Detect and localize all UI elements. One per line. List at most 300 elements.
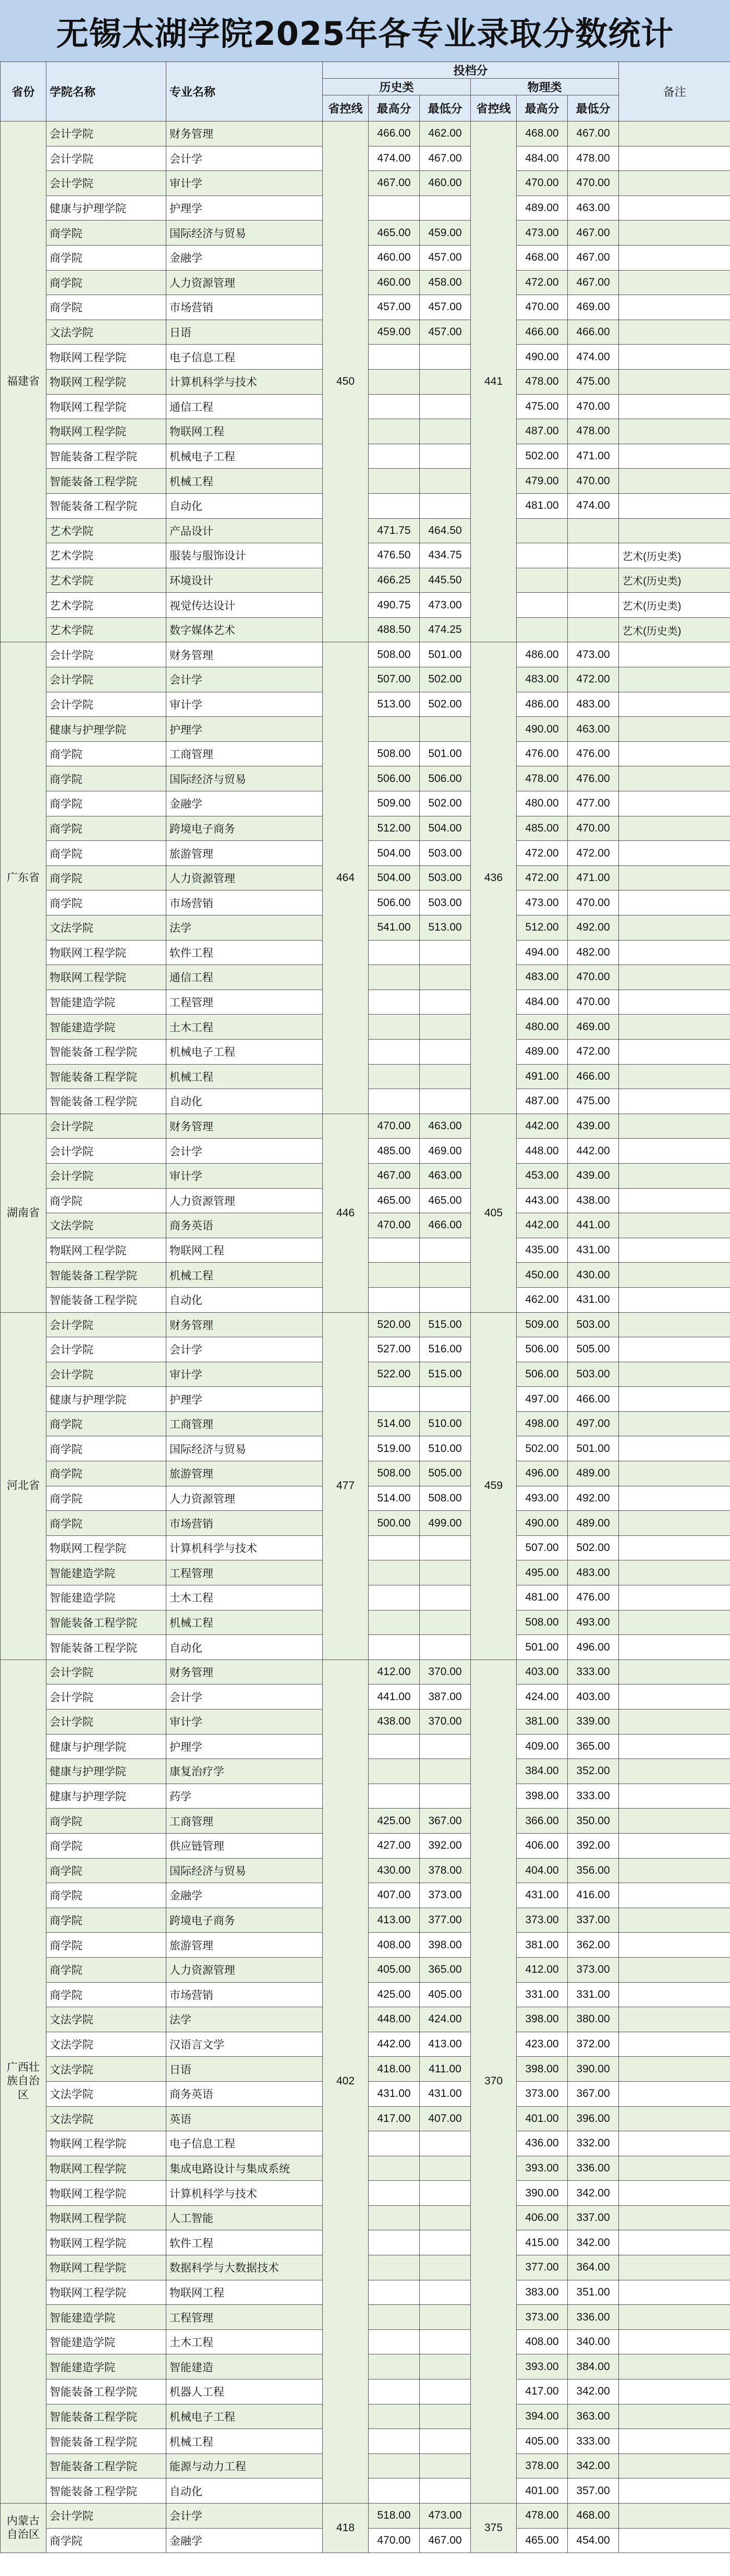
history-min-cell: 398.00 [420, 1933, 471, 1958]
history-min-cell [420, 2156, 471, 2181]
physics-max-cell: 490.00 [517, 717, 568, 742]
history-max-cell: 470.00 [369, 2528, 420, 2553]
history-min-cell [420, 2205, 471, 2230]
note-cell [619, 2280, 730, 2305]
history-max-cell [369, 1610, 420, 1635]
physics-min-cell: 489.00 [568, 1461, 619, 1486]
college-cell: 物联网工程学院 [46, 2156, 166, 2181]
history-max-cell: 465.00 [369, 1188, 420, 1213]
note-cell [619, 1461, 730, 1486]
college-cell: 智能装备工程学院 [46, 1610, 166, 1635]
history-min-cell: 473.00 [420, 2504, 471, 2529]
history-min-cell [420, 196, 471, 221]
physics-max-cell: 480.00 [517, 1015, 568, 1040]
physics-min-cell: 439.00 [568, 1114, 619, 1139]
history-min-cell [420, 2479, 471, 2504]
major-cell: 人工智能 [166, 2205, 323, 2230]
physics-max-cell: 406.00 [517, 1833, 568, 1858]
history-min-cell: 457.00 [420, 295, 471, 320]
college-cell: 商学院 [46, 1809, 166, 1834]
note-cell [619, 1883, 730, 1908]
table-row [1, 121, 730, 146]
history-min-cell [420, 940, 471, 965]
physics-max-cell: 484.00 [517, 146, 568, 171]
history-min-cell: 463.00 [420, 1114, 471, 1139]
history-max-cell: 504.00 [369, 865, 420, 890]
note-cell [619, 642, 730, 667]
physics-min-cell: 467.00 [568, 221, 619, 246]
major-cell: 软件工程 [166, 2230, 323, 2255]
history-min-cell: 413.00 [420, 2032, 471, 2057]
note-cell [619, 692, 730, 717]
history-max-cell: 509.00 [369, 791, 420, 816]
note-cell [619, 2106, 730, 2131]
history-control-line-cell: 477 [323, 1312, 369, 1659]
major-cell: 旅游管理 [166, 1933, 323, 1958]
history-max-cell [369, 1759, 420, 1784]
physics-max-cell: 480.00 [517, 791, 568, 816]
history-max-cell [369, 1585, 420, 1610]
physics-min-cell: 392.00 [568, 1833, 619, 1858]
physics-max-cell: 409.00 [517, 1734, 568, 1759]
history-max-cell: 466.25 [369, 568, 420, 593]
physics-min-cell: 489.00 [568, 1511, 619, 1536]
physics-min-cell: 339.00 [568, 1710, 619, 1735]
major-cell: 法学 [166, 2007, 323, 2032]
college-cell: 艺术学院 [46, 593, 166, 618]
college-cell: 文法学院 [46, 915, 166, 941]
note-cell [619, 2429, 730, 2454]
college-cell: 智能装备工程学院 [46, 1263, 166, 1288]
header-history-control-line: 省控线 [323, 95, 369, 121]
header-college: 学院名称 [46, 62, 166, 121]
physics-min-cell: 342.00 [568, 2453, 619, 2479]
history-min-cell [420, 2230, 471, 2255]
college-cell: 智能装备工程学院 [46, 1287, 166, 1312]
table-row [1, 1312, 730, 1337]
note-cell [619, 394, 730, 419]
physics-max-cell: 450.00 [517, 1263, 568, 1288]
history-max-cell [369, 1064, 420, 1089]
history-control-line-cell: 402 [323, 1659, 369, 2503]
physics-min-cell: 502.00 [568, 1535, 619, 1560]
physics-min-cell: 362.00 [568, 1933, 619, 1958]
major-cell: 会计学 [166, 1684, 323, 1710]
history-min-cell: 459.00 [420, 221, 471, 246]
college-cell: 智能装备工程学院 [46, 2453, 166, 2479]
history-control-line-cell: 450 [323, 121, 369, 642]
history-min-cell: 502.00 [420, 667, 471, 692]
history-max-cell: 431.00 [369, 2081, 420, 2106]
college-cell: 智能装备工程学院 [46, 444, 166, 469]
major-cell: 集成电路设计与集成系统 [166, 2156, 323, 2181]
history-max-cell [369, 394, 420, 419]
history-max-cell [369, 1560, 420, 1585]
history-min-cell: 467.00 [420, 146, 471, 171]
major-cell: 财务管理 [166, 1659, 323, 1684]
physics-max-cell: 331.00 [517, 1982, 568, 2007]
note-cell [619, 1659, 730, 1684]
history-min-cell [420, 1387, 471, 1412]
note-cell [619, 2354, 730, 2379]
physics-min-cell: 431.00 [568, 1287, 619, 1312]
major-cell: 审计学 [166, 1362, 323, 1387]
major-cell: 工商管理 [166, 741, 323, 766]
physics-max-cell: 495.00 [517, 1560, 568, 1585]
province-cell: 广西壮族自治区 [1, 1659, 46, 2503]
major-cell: 审计学 [166, 692, 323, 717]
college-cell: 会计学院 [46, 1139, 166, 1164]
college-cell: 智能装备工程学院 [46, 1089, 166, 1114]
note-cell [619, 1114, 730, 1139]
college-cell: 商学院 [46, 1436, 166, 1461]
college-cell: 商学院 [46, 245, 166, 270]
history-min-cell [420, 2453, 471, 2479]
note-cell [619, 1809, 730, 1834]
history-min-cell [420, 1759, 471, 1784]
history-min-cell: 373.00 [420, 1883, 471, 1908]
major-cell: 自动化 [166, 1635, 323, 1660]
history-min-cell: 377.00 [420, 1908, 471, 1933]
physics-max-cell: 435.00 [517, 1238, 568, 1263]
physics-min-cell [568, 593, 619, 618]
history-min-cell: 473.00 [420, 593, 471, 618]
history-min-cell: 501.00 [420, 642, 471, 667]
note-cell [619, 1362, 730, 1387]
physics-min-cell: 501.00 [568, 1436, 619, 1461]
physics-max-cell: 406.00 [517, 2205, 568, 2230]
physics-max-cell: 468.00 [517, 121, 568, 146]
college-cell: 智能装备工程学院 [46, 493, 166, 518]
history-min-cell: 378.00 [420, 1858, 471, 1883]
physics-max-cell: 468.00 [517, 245, 568, 270]
college-cell: 会计学院 [46, 1684, 166, 1710]
note-cell [619, 816, 730, 841]
history-min-cell [420, 369, 471, 394]
note-cell [619, 2379, 730, 2404]
note-cell [619, 2504, 730, 2529]
physics-min-cell: 473.00 [568, 642, 619, 667]
history-min-cell [420, 2181, 471, 2206]
college-cell: 物联网工程学院 [46, 419, 166, 444]
province-cell: 内蒙古自治区 [1, 2504, 46, 2553]
history-min-cell [420, 2280, 471, 2305]
history-max-cell [369, 2305, 420, 2330]
physics-max-cell: 431.00 [517, 1883, 568, 1908]
college-cell: 物联网工程学院 [46, 965, 166, 990]
physics-min-cell: 482.00 [568, 940, 619, 965]
major-cell: 金融学 [166, 1883, 323, 1908]
history-min-cell: 463.00 [420, 1163, 471, 1188]
header-history-min: 最低分 [420, 95, 471, 121]
history-min-cell [420, 469, 471, 494]
physics-min-cell: 492.00 [568, 915, 619, 941]
history-min-cell: 502.00 [420, 692, 471, 717]
major-cell: 视觉传达设计 [166, 593, 323, 618]
physics-control-line-cell: 459 [471, 1312, 517, 1659]
history-min-cell [420, 2305, 471, 2330]
history-max-cell [369, 2379, 420, 2404]
physics-min-cell: 331.00 [568, 1982, 619, 2007]
history-max-cell: 471.75 [369, 518, 420, 543]
major-cell: 机器人工程 [166, 2379, 323, 2404]
physics-min-cell [568, 543, 619, 568]
major-cell: 机械工程 [166, 1064, 323, 1089]
physics-max-cell: 403.00 [517, 1659, 568, 1684]
note-cell [619, 1238, 730, 1263]
college-cell: 会计学院 [46, 667, 166, 692]
college-cell: 商学院 [46, 741, 166, 766]
college-cell: 文法学院 [46, 2032, 166, 2057]
province-cell: 河北省 [1, 1312, 46, 1659]
history-min-cell [420, 2379, 471, 2404]
note-cell [619, 2329, 730, 2354]
physics-min-cell: 430.00 [568, 1263, 619, 1288]
note-cell [619, 245, 730, 270]
history-min-cell [420, 717, 471, 742]
physics-min-cell: 365.00 [568, 1734, 619, 1759]
note-cell: 艺术(历史类) [619, 617, 730, 642]
history-min-cell [420, 1287, 471, 1312]
college-cell: 文法学院 [46, 320, 166, 345]
physics-max-cell: 486.00 [517, 692, 568, 717]
physics-max-cell: 378.00 [517, 2453, 568, 2479]
history-control-line-cell: 446 [323, 1114, 369, 1312]
physics-min-cell: 342.00 [568, 2230, 619, 2255]
history-min-cell: 434.75 [420, 543, 471, 568]
physics-min-cell: 475.00 [568, 369, 619, 394]
note-cell [619, 1139, 730, 1164]
history-max-cell [369, 1263, 420, 1288]
history-max-cell: 488.50 [369, 617, 420, 642]
page-title: 无锡太湖学院2025年各专业录取分数统计 [0, 0, 730, 62]
physics-min-cell: 503.00 [568, 1312, 619, 1337]
note-cell [619, 1933, 730, 1958]
note-cell [619, 1982, 730, 2007]
physics-min-cell: 477.00 [568, 791, 619, 816]
major-cell: 计算机科学与技术 [166, 2181, 323, 2206]
header-major: 专业名称 [166, 62, 323, 121]
college-cell: 物联网工程学院 [46, 2280, 166, 2305]
college-cell: 健康与护理学院 [46, 1784, 166, 1809]
note-cell [619, 493, 730, 518]
physics-min-cell: 476.00 [568, 766, 619, 791]
history-max-cell: 405.00 [369, 1957, 420, 1982]
physics-max-cell: 442.00 [517, 1114, 568, 1139]
physics-min-cell: 466.00 [568, 1387, 619, 1412]
physics-max-cell: 491.00 [517, 1064, 568, 1089]
major-cell: 人力资源管理 [166, 865, 323, 890]
college-cell: 智能建造学院 [46, 990, 166, 1015]
college-cell: 艺术学院 [46, 617, 166, 642]
major-cell: 国际经济与贸易 [166, 221, 323, 246]
major-cell: 金融学 [166, 245, 323, 270]
history-max-cell: 413.00 [369, 1908, 420, 1933]
note-cell [619, 270, 730, 295]
history-max-cell [369, 717, 420, 742]
history-max-cell [369, 1287, 420, 1312]
history-max-cell: 514.00 [369, 1411, 420, 1436]
history-max-cell: 466.00 [369, 121, 420, 146]
major-cell: 审计学 [166, 171, 323, 196]
history-max-cell: 508.00 [369, 1461, 420, 1486]
college-cell: 商学院 [46, 1957, 166, 1982]
physics-max-cell: 472.00 [517, 865, 568, 890]
major-cell: 国际经济与贸易 [166, 1436, 323, 1461]
history-min-cell: 445.50 [420, 568, 471, 593]
history-min-cell [420, 1734, 471, 1759]
physics-control-line-cell: 370 [471, 1659, 517, 2503]
physics-min-cell: 403.00 [568, 1684, 619, 1710]
physics-max-cell: 508.00 [517, 1610, 568, 1635]
major-cell: 服装与服饰设计 [166, 543, 323, 568]
history-max-cell: 412.00 [369, 1659, 420, 1684]
history-min-cell [420, 1039, 471, 1064]
note-cell [619, 791, 730, 816]
note-cell [619, 1213, 730, 1238]
college-cell: 物联网工程学院 [46, 2181, 166, 2206]
physics-max-cell [517, 593, 568, 618]
history-max-cell: 425.00 [369, 1809, 420, 1834]
physics-min-cell: 466.00 [568, 320, 619, 345]
history-min-cell [420, 394, 471, 419]
history-max-cell [369, 469, 420, 494]
physics-min-cell: 372.00 [568, 2032, 619, 2057]
history-max-cell: 417.00 [369, 2106, 420, 2131]
note-cell [619, 841, 730, 866]
major-cell: 护理学 [166, 1734, 323, 1759]
major-cell: 市场营销 [166, 890, 323, 915]
note-cell [619, 295, 730, 320]
history-max-cell [369, 196, 420, 221]
physics-max-cell: 476.00 [517, 741, 568, 766]
major-cell: 供应链管理 [166, 1833, 323, 1858]
history-max-cell [369, 369, 420, 394]
physics-max-cell: 475.00 [517, 394, 568, 419]
note-cell [619, 2205, 730, 2230]
history-min-cell: 465.00 [420, 1188, 471, 1213]
physics-min-cell: 470.00 [568, 394, 619, 419]
note-cell [619, 2081, 730, 2106]
physics-max-cell [517, 568, 568, 593]
physics-min-cell: 333.00 [568, 2429, 619, 2454]
physics-max-cell: 423.00 [517, 2032, 568, 2057]
history-max-cell: 512.00 [369, 816, 420, 841]
major-cell: 土木工程 [166, 2329, 323, 2354]
admission-score-table [0, 62, 730, 2553]
physics-max-cell: 484.00 [517, 990, 568, 1015]
note-cell [619, 1312, 730, 1337]
physics-control-line-cell: 436 [471, 642, 517, 1114]
note-cell: 艺术(历史类) [619, 593, 730, 618]
physics-min-cell: 438.00 [568, 1188, 619, 1213]
history-max-cell: 508.00 [369, 642, 420, 667]
physics-min-cell [568, 568, 619, 593]
history-max-cell: 527.00 [369, 1337, 420, 1362]
major-cell: 智能建造 [166, 2354, 323, 2379]
physics-max-cell: 394.00 [517, 2404, 568, 2429]
college-cell: 文法学院 [46, 2081, 166, 2106]
note-cell [619, 1486, 730, 1511]
major-cell: 会计学 [166, 146, 323, 171]
physics-max-cell: 381.00 [517, 1933, 568, 1958]
physics-min-cell: 472.00 [568, 841, 619, 866]
history-min-cell: 392.00 [420, 1833, 471, 1858]
college-cell: 物联网工程学院 [46, 1238, 166, 1263]
major-cell: 日语 [166, 2057, 323, 2082]
major-cell: 市场营销 [166, 1982, 323, 2007]
physics-max-cell: 481.00 [517, 1585, 568, 1610]
physics-max-cell: 485.00 [517, 816, 568, 841]
note-cell [619, 1411, 730, 1436]
college-cell: 智能建造学院 [46, 1585, 166, 1610]
physics-min-cell: 333.00 [568, 1659, 619, 1684]
history-max-cell [369, 2181, 420, 2206]
college-cell: 商学院 [46, 1933, 166, 1958]
history-max-cell: 467.00 [369, 171, 420, 196]
history-max-cell: 459.00 [369, 320, 420, 345]
physics-max-cell: 509.00 [517, 1312, 568, 1337]
note-cell [619, 2057, 730, 2082]
history-max-cell [369, 1734, 420, 1759]
header-physics: 物理类 [471, 79, 619, 95]
college-cell: 会计学院 [46, 1710, 166, 1735]
college-cell: 智能装备工程学院 [46, 1064, 166, 1089]
physics-max-cell: 408.00 [517, 2329, 568, 2354]
physics-max-cell: 393.00 [517, 2354, 568, 2379]
physics-max-cell: 384.00 [517, 1759, 568, 1784]
major-cell: 机械电子工程 [166, 2404, 323, 2429]
history-min-cell: 499.00 [420, 1511, 471, 1536]
physics-min-cell: 350.00 [568, 1809, 619, 1834]
college-cell: 商学院 [46, 1188, 166, 1213]
note-cell [619, 1784, 730, 1809]
physics-min-cell: 454.00 [568, 2528, 619, 2553]
note-cell [619, 2528, 730, 2553]
history-min-cell [420, 1263, 471, 1288]
physics-min-cell: 356.00 [568, 1858, 619, 1883]
major-cell: 人力资源管理 [166, 1957, 323, 1982]
history-max-cell: 513.00 [369, 692, 420, 717]
history-max-cell: 418.00 [369, 2057, 420, 2082]
physics-max-cell: 470.00 [517, 295, 568, 320]
history-min-cell [420, 1635, 471, 1660]
college-cell: 会计学院 [46, 2504, 166, 2529]
physics-min-cell [568, 617, 619, 642]
history-max-cell [369, 2280, 420, 2305]
college-cell: 商学院 [46, 2528, 166, 2553]
history-max-cell [369, 2429, 420, 2454]
physics-min-cell: 467.00 [568, 245, 619, 270]
major-cell: 计算机科学与技术 [166, 369, 323, 394]
history-max-cell: 408.00 [369, 1933, 420, 1958]
major-cell: 汉语言文学 [166, 2032, 323, 2057]
history-min-cell: 407.00 [420, 2106, 471, 2131]
note-cell [619, 1089, 730, 1114]
note-cell [619, 1759, 730, 1784]
major-cell: 电子信息工程 [166, 345, 323, 370]
college-cell: 智能装备工程学院 [46, 2429, 166, 2454]
college-cell: 艺术学院 [46, 543, 166, 568]
physics-min-cell: 476.00 [568, 1585, 619, 1610]
college-cell: 物联网工程学院 [46, 940, 166, 965]
major-cell: 电子信息工程 [166, 2131, 323, 2156]
history-min-cell: 370.00 [420, 1710, 471, 1735]
note-cell [619, 1908, 730, 1933]
history-max-cell [369, 2230, 420, 2255]
note-cell [619, 121, 730, 146]
college-cell: 健康与护理学院 [46, 1387, 166, 1412]
